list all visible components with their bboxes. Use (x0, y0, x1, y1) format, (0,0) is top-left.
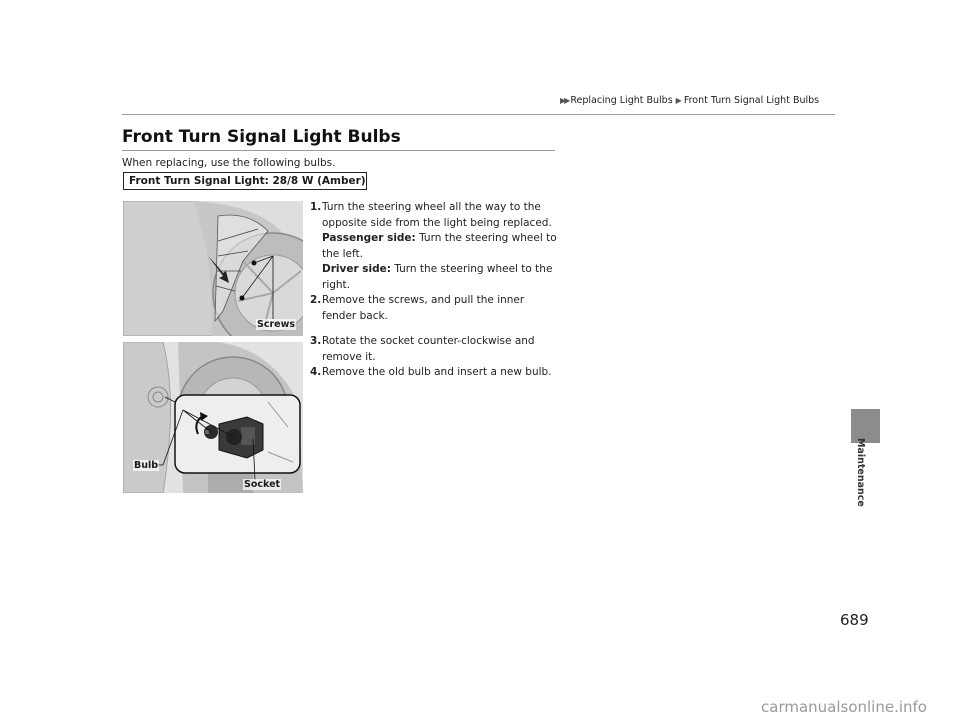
step-text: Turn the steering wheel all the way to the opposite side from the light being replaced. (322, 201, 552, 229)
socket-callout: Socket (244, 479, 281, 490)
step-number: 3. (310, 335, 322, 347)
step-text: Remove the screws, and pull the inner fender back. (322, 294, 525, 322)
title-divider (122, 150, 555, 151)
substep-driver (322, 262, 560, 293)
step-2 (310, 293, 560, 324)
breadcrumb-arrow-icon: ▶ (675, 96, 682, 105)
step-text: Rotate the socket counter-clockwise and remove it. (322, 335, 535, 363)
breadcrumb-item-front-turn-signal[interactable]: Front Turn Signal Light Bulbs (683, 95, 820, 106)
breadcrumb-item-replacing-light-bulbs[interactable]: Replacing Light Bulbs (570, 95, 673, 106)
substep-passenger (322, 231, 560, 262)
intro-text: When replacing, use the following bulbs. (122, 157, 336, 169)
driver-side-label: Driver side: (322, 263, 391, 275)
bulb-spec-box: Front Turn Signal Light: 28/8 W (Amber) (123, 172, 367, 190)
header-divider (122, 114, 835, 115)
step-number: 4. (310, 366, 322, 378)
section-tab-label: Maintenance (855, 438, 866, 507)
page-number: 689 (840, 611, 869, 629)
step-text: Remove the old bulb and insert a new bulb. (322, 366, 552, 378)
passenger-side-text: Turn the steering wheel to the left. (322, 232, 557, 260)
fender-screws-illustration (123, 201, 303, 336)
breadcrumb (560, 95, 819, 106)
bulb-callout: Bulb (134, 460, 159, 471)
page-title: Front Turn Signal Light Bulbs (122, 127, 401, 147)
instruction-steps (310, 200, 560, 381)
driver-side-text: Turn the steering wheel to the right. (322, 263, 553, 291)
socket-bulb-illustration (123, 342, 303, 493)
step-4 (310, 365, 560, 381)
breadcrumb-arrow-icon: ▶▶ (560, 96, 569, 105)
step-3 (310, 334, 560, 365)
fender-screws-drawing (123, 201, 303, 336)
screws-callout: Screws (257, 319, 296, 330)
watermark: carmanualsonline.info (761, 698, 927, 716)
step-number: 1. (310, 201, 322, 213)
passenger-side-label: Passenger side: (322, 232, 416, 244)
step-number: 2. (310, 294, 322, 306)
step-1 (310, 200, 560, 293)
